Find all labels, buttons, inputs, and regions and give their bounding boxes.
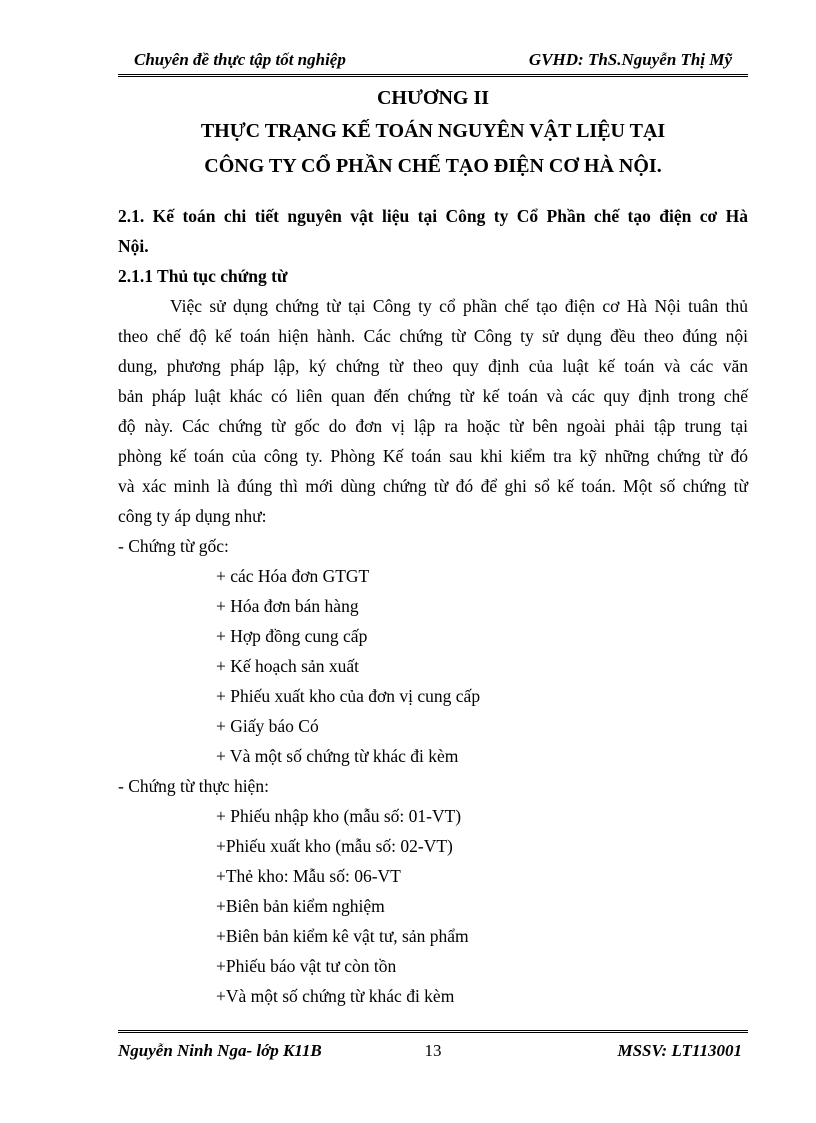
chapter-title: CHƯƠNG II [376, 87, 490, 109]
list-item: +Phiếu báo vật tư còn tồn [216, 956, 397, 976]
paragraph-line: phòng kế toán của công ty. Phòng Kế toán sau khi kiểm tra kỹ những chứng từ đó [118, 446, 748, 466]
section-heading-line-1: 2.1. Kế toán chi tiết nguyên vật liệu tại Công ty Cổ Phần chế tạo điện cơ Hà [118, 206, 748, 226]
chapter-heading-line-2: CÔNG TY CỔ PHẦN CHẾ TẠO ĐIỆN CƠ HÀ NỘI. [204, 155, 662, 177]
paragraph-line: dung, phương pháp lập, ký chứng từ theo quy định của luật kế toán và các văn [118, 356, 748, 376]
subsection-heading: 2.1.1 Thủ tục chứng từ [118, 266, 288, 286]
list-item: + Phiếu nhập kho (mẫu số: 01-VT) [216, 806, 462, 826]
paragraph-line: Việc sử dụng chứng từ tại Công ty cổ phần chế tạo điện cơ Hà Nội tuân thủ [170, 296, 748, 316]
list-item: + Phiếu xuất kho của đơn vị cung cấp [216, 686, 481, 706]
paragraph-line: bản pháp luật khác có liên quan đến chứng từ kế toán và các quy định trong chế [118, 386, 748, 406]
list-item: +Biên bản kiểm nghiệm [216, 896, 385, 916]
list-item: + Kế hoạch sản xuất [216, 656, 360, 676]
chapter-heading-line-1: THỰC TRẠNG KẾ TOÁN NGUYÊN VẬT LIỆU TẠI [200, 120, 666, 142]
page-number: 13 [424, 1041, 442, 1060]
page-header [118, 46, 748, 77]
list-item: + Hóa đơn bán hàng [216, 596, 359, 616]
list-item: +Biên bản kiểm kê vật tư, sản phẩm [216, 926, 469, 946]
list-item: + Giấy báo Có [216, 716, 319, 736]
footer-author: Nguyễn Ninh Nga- lớp K11B [118, 1041, 322, 1060]
list-item: +Thẻ kho: Mẫu số: 06-VT [216, 866, 401, 886]
paragraph-line: công ty áp dụng như: [118, 506, 267, 526]
paragraph-line: độ này. Các chứng từ gốc do đơn vị lập ra hoặc từ bên ngoài phải tập trung tại [118, 416, 748, 436]
list-item: + Và một số chứng từ khác đi kèm [216, 746, 459, 766]
footer-student-id: MSSV: LT113001 [617, 1041, 742, 1060]
list-item: + các Hóa đơn GTGT [216, 566, 370, 586]
original-docs-label: - Chứng từ gốc: [118, 536, 229, 556]
section-heading-line-2: Nội. [118, 236, 149, 256]
paragraph-line: theo chế độ kế toán hiện hành. Các chứng từ Công ty sử dụng đều theo đúng nội [118, 326, 748, 346]
list-item: +Phiếu xuất kho (mẫu số: 02-VT) [216, 836, 453, 856]
list-item: + Hợp đồng cung cấp [216, 626, 368, 646]
paragraph-line: và xác minh là đúng thì mới dùng chứng từ đó để ghi sổ kế toán. Một số chứng từ [118, 476, 748, 496]
page-footer [118, 1030, 748, 1065]
executed-docs-label: - Chứng từ thực hiện: [118, 776, 269, 796]
header-right: GVHD: ThS.Nguyễn Thị Mỹ [528, 50, 732, 69]
list-item: +Và một số chứng từ khác đi kèm [216, 986, 455, 1006]
header-left: Chuyên đề thực tập tốt nghiệp [134, 50, 346, 69]
